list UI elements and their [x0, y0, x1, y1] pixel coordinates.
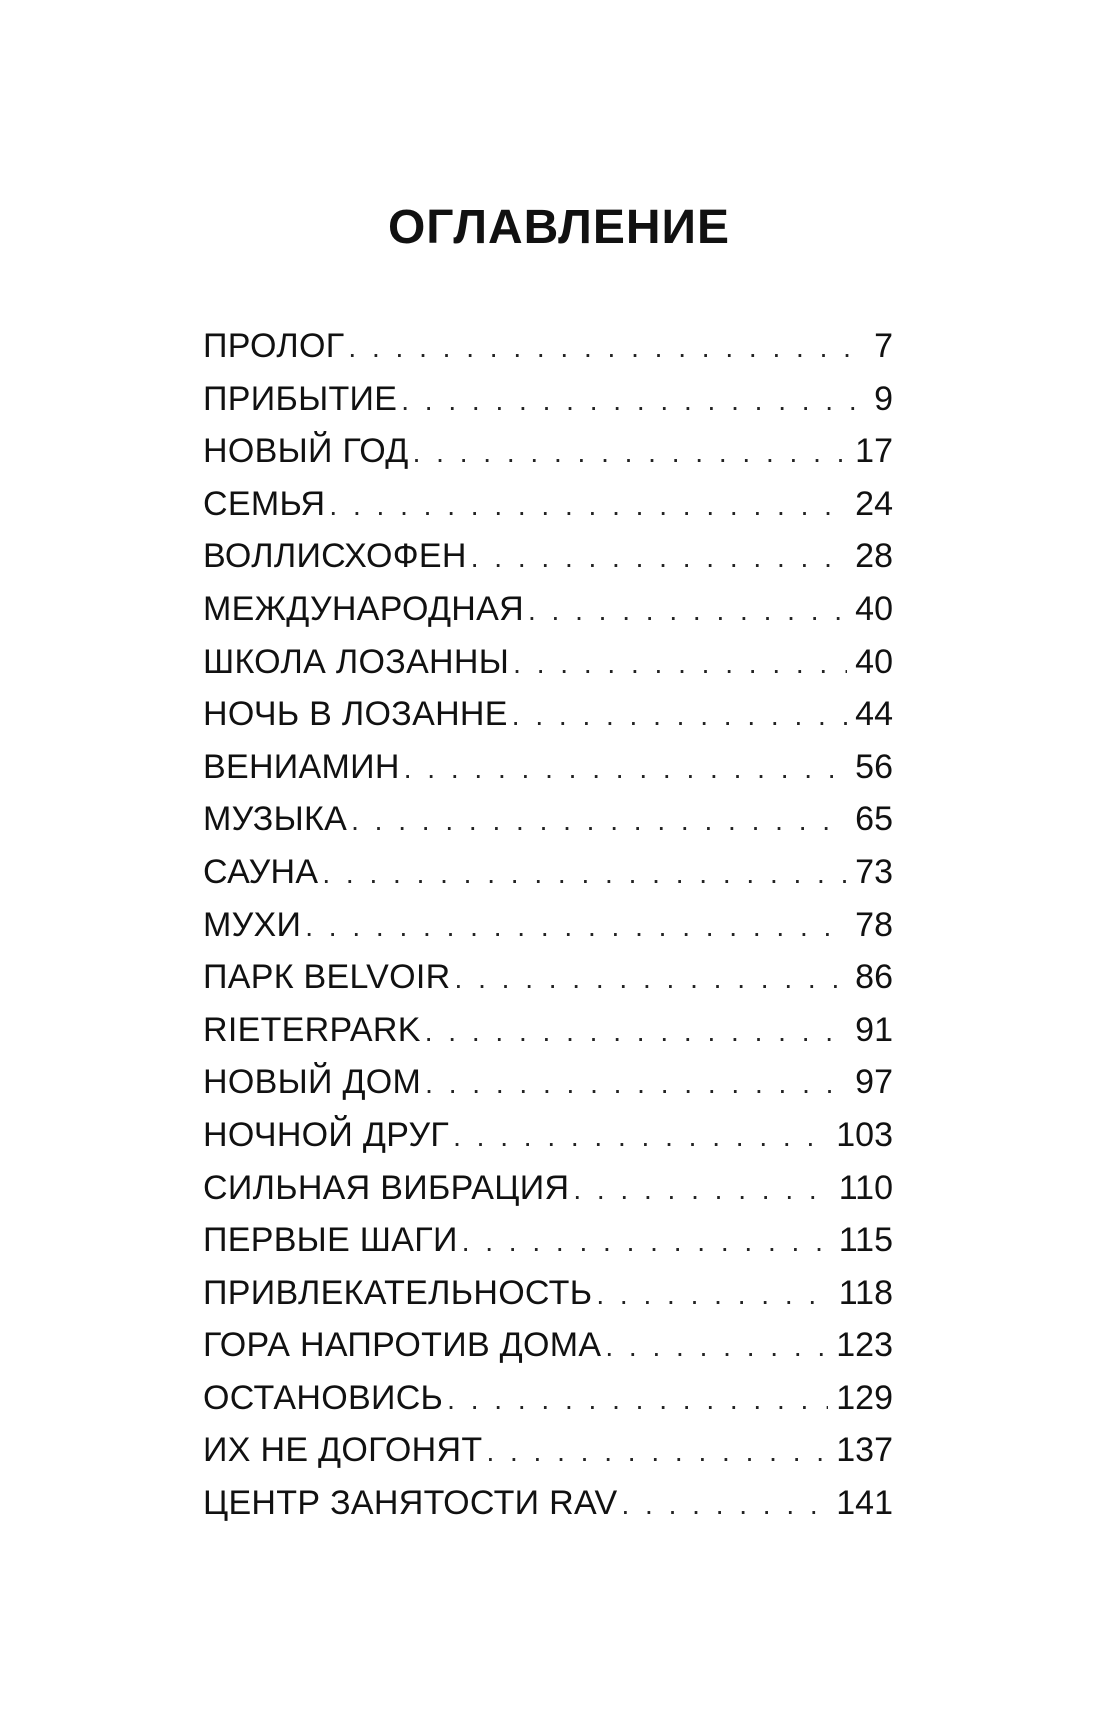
dot-leader — [447, 1374, 828, 1427]
toc-entry[interactable] — [203, 636, 893, 689]
toc-entry-title: RIETERPARK — [203, 1010, 421, 1049]
toc-entry[interactable] — [203, 1056, 893, 1109]
toc-entry-title: НОЧНОЙ ДРУГ — [203, 1115, 450, 1154]
page-title: ОГЛАВЛЕНИЕ — [387, 201, 731, 254]
toc-entry-page-number: 28 — [855, 537, 893, 576]
toc-entry-title: САУНА — [203, 852, 319, 891]
toc-entry-page-number: 73 — [855, 852, 893, 891]
toc-entry[interactable] — [203, 583, 893, 636]
dot-leader — [351, 795, 847, 848]
toc-entry[interactable] — [203, 1477, 893, 1530]
dot-leader — [413, 427, 848, 480]
toc-entry-title: ОСТАНОВИСЬ — [203, 1378, 444, 1417]
toc-entry[interactable] — [203, 1004, 893, 1057]
toc-entry-title: МУХИ — [203, 905, 302, 944]
toc-entry-page-number: 44 — [855, 695, 893, 734]
toc-entry[interactable] — [203, 688, 893, 741]
toc-entry-page-number: 56 — [855, 747, 893, 786]
toc-entry-page-number: 65 — [855, 800, 893, 839]
toc-entry[interactable] — [203, 1424, 893, 1477]
toc-entry[interactable] — [203, 1319, 893, 1372]
toc-entry-page-number: 103 — [836, 1115, 893, 1154]
toc-entry[interactable] — [203, 1267, 893, 1320]
dot-leader — [596, 1269, 830, 1322]
toc-entry-page-number: 40 — [855, 642, 893, 681]
dot-leader — [401, 375, 865, 428]
dot-leader — [471, 532, 847, 585]
toc-entry-page-number: 24 — [855, 484, 893, 523]
dot-leader — [621, 1479, 828, 1532]
toc-entry-page-number: 118 — [838, 1273, 893, 1312]
toc-entry[interactable] — [203, 1109, 893, 1162]
toc-entry-title: НОВЫЙ ДОМ — [203, 1063, 422, 1102]
toc-entry-page-number: 91 — [855, 1010, 893, 1049]
toc-entry-title: ПАРК BELVOIR — [203, 958, 451, 997]
toc-entry-title: НОЧЬ В ЛОЗАННЕ — [203, 695, 508, 734]
toc-entry[interactable] — [203, 951, 893, 1004]
dot-leader — [404, 743, 847, 796]
toc-entry-page-number: 78 — [855, 905, 893, 944]
toc-entry-title: ЦЕНТР ЗАНЯТОСТИ RAV — [203, 1484, 618, 1523]
toc-entry-page-number: 86 — [855, 958, 893, 997]
toc-entry-title: ПРИБЫТИЕ — [203, 379, 398, 418]
toc-entry[interactable] — [203, 741, 893, 794]
toc-entry[interactable] — [203, 1372, 893, 1425]
toc-entry-page-number: 137 — [836, 1431, 893, 1470]
dot-leader — [605, 1321, 828, 1374]
toc-entry-page-number: 141 — [836, 1484, 893, 1523]
toc-entry-page-number: 40 — [855, 589, 893, 628]
toc-entry-title: МЕЖДУНАРОДНАЯ — [203, 589, 524, 628]
toc-entry[interactable] — [203, 373, 893, 426]
toc-entry[interactable] — [203, 425, 893, 478]
dot-leader — [573, 1164, 830, 1217]
toc-entry-page-number: 123 — [836, 1326, 893, 1365]
toc-entry-page-number: 115 — [838, 1221, 893, 1260]
toc-entry[interactable] — [203, 320, 893, 373]
dot-leader — [329, 480, 847, 533]
toc-entry[interactable] — [203, 899, 893, 952]
dot-leader — [425, 1058, 847, 1111]
toc-entry-page-number: 17 — [855, 432, 893, 471]
toc-entry-title: ВОЛЛИСХОФЕН — [203, 537, 467, 576]
toc-entry[interactable] — [203, 846, 893, 899]
toc-entry[interactable] — [203, 1162, 893, 1215]
toc-entry-title: СИЛЬНАЯ ВИБРАЦИЯ — [203, 1168, 570, 1207]
toc-entry-page-number: 110 — [838, 1168, 893, 1207]
toc-entry-title: ГОРА НАПРОТИВ ДОМА — [203, 1326, 602, 1365]
dot-leader — [528, 585, 847, 638]
toc-entry-title: ИХ НЕ ДОГОНЯТ — [203, 1431, 483, 1470]
toc-entry-page-number: 7 — [874, 327, 893, 365]
dot-leader — [513, 638, 847, 691]
toc-entry-page-number: 97 — [855, 1063, 893, 1102]
toc-entry-title: СЕМЬЯ — [203, 484, 326, 523]
dot-leader — [486, 1426, 828, 1479]
dot-leader — [512, 690, 847, 743]
toc-entry[interactable] — [203, 478, 893, 531]
toc-entry-title: ПРОЛОГ — [203, 327, 345, 365]
dot-leader — [322, 848, 847, 901]
toc-entry-title: ШКОЛА ЛОЗАННЫ — [203, 642, 510, 681]
toc-entry-page-number: 129 — [836, 1378, 893, 1417]
dot-leader — [425, 1006, 847, 1059]
toc-entry-page-number: 9 — [874, 379, 893, 418]
toc-entry[interactable] — [203, 1214, 893, 1267]
toc-entry-title: МУЗЫКА — [203, 800, 348, 839]
toc-entry-title: НОВЫЙ ГОД — [203, 432, 409, 471]
toc-entry[interactable] — [203, 793, 893, 846]
dot-leader — [453, 1111, 828, 1164]
toc-entry-title: ПЕРВЫЕ ШАГИ — [203, 1221, 458, 1260]
dot-leader — [348, 322, 865, 375]
toc-entry[interactable] — [203, 530, 893, 583]
dot-leader — [455, 953, 848, 1006]
toc-entry-title: ПРИВЛЕКАТЕЛЬНОСТЬ — [203, 1273, 593, 1312]
dot-leader — [462, 1216, 831, 1269]
toc-entry-title: ВЕНИАМИН — [203, 747, 400, 786]
table-of-contents — [203, 320, 893, 1530]
dot-leader — [305, 901, 847, 954]
